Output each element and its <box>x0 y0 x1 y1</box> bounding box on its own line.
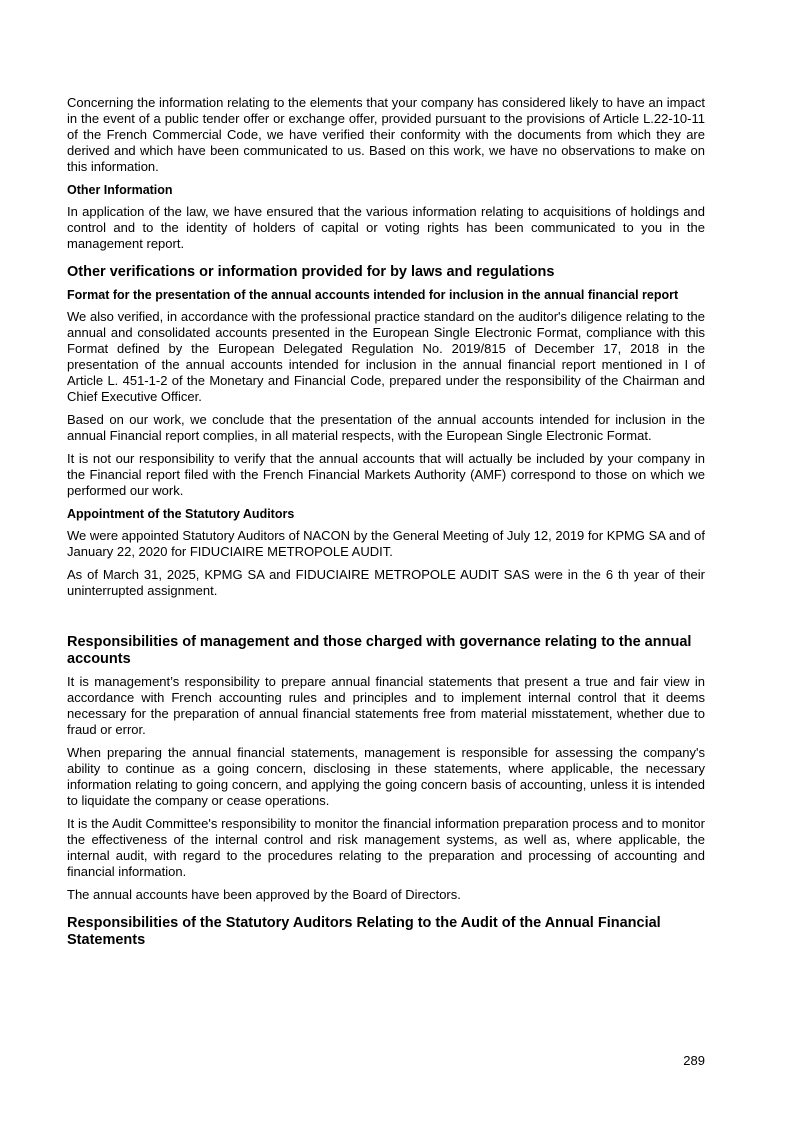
heading-other-information: Other Information <box>67 183 173 197</box>
paragraph-going-concern: When preparing the annual financial statements, management is responsible for assessing the company's ability to continue as a going concern, disclosing in these statements, where applicable, the necessary information relating to going concern, and applying the going concern basis of accounting, unless it is intended to liquidate the company or cease operations. <box>67 745 705 808</box>
paragraph-holdings-control: In application of the law, we have ensured that the various information relating to acquisitions of holdings and control and to the identity of holders of capital or voting rights has been communicated to you in the management report. <box>67 204 705 251</box>
paragraph-esef-conclusion: Based on our work, we conclude that the presentation of the annual accounts intended for inclusion in the annual Financial report complies, in all material respects, with the European Single Electronic Format. <box>67 412 705 443</box>
page-number: 289 <box>683 1053 705 1068</box>
heading-management-responsibilities: Responsibilities of management and those charged with governance relating to the annual accounts <box>67 634 692 667</box>
paragraph-appointment-dates: We were appointed Statutory Auditors of NACON by the General Meeting of July 12, 2019 for KPMG SA and of January 22, 2020 for FIDUCIAIRE METROPOLE AUDIT. <box>67 528 705 559</box>
paragraph-board-approval: The annual accounts have been approved by the Board of Directors. <box>67 887 461 902</box>
paragraph-assignment-year: As of March 31, 2025, KPMG SA and FIDUCIAIRE METROPOLE AUDIT SAS were in the 6 th year of their uninterrupted assignment. <box>67 567 705 598</box>
document-body <box>67 95 705 955</box>
paragraph-management-true-fair: It is management’s responsibility to prepare annual financial statements that present a true and fair view in accordance with French accounting rules and principles and to implement internal control that it deems necessary for the preparation of annual financial statements free from material misstatement, whether due to fraud or error. <box>67 674 705 737</box>
paragraph-audit-committee: It is the Audit Committee's responsibility to monitor the financial information preparation process and to monitor the effectiveness of the internal control and risk management systems, as well as, where applicable, the internal audit, with regard to the procedures relating to the preparation and processing of accounting and financial information. <box>67 816 705 879</box>
paragraph-esef-verification: We also verified, in accordance with the professional practice standard on the auditor's diligence relating to the annual and consolidated accounts presented in the European Single Electronic Format, compliance with this Format defined by the European Delegated Regulation No. 2019/815 of December 17, 2018 in the presentation of the annual accounts intended for inclusion in the annual financial report mentioned in I of Article L. 451-1-2 of the Monetary and Financial Code, prepared under the responsibility of the Chairman and Chief Executive Officer. <box>67 309 705 404</box>
heading-other-verifications: Other verifications or information provided for by laws and regulations <box>67 264 555 280</box>
paragraph-takeover-info: Concerning the information relating to the elements that your company has considered likely to have an impact in the event of a public tender offer or exchange offer, provided pursuant to the provisions of Article L.22-10-11 of the French Commercial Code, we have verified their conformity with the documents from which they are derived and which have been communicated to us. Based on this work, we have no observations to make on this information. <box>67 95 705 174</box>
heading-appointment-auditors: Appointment of the Statutory Auditors <box>67 507 295 521</box>
paragraph-amf-responsibility: It is not our responsibility to verify that the annual accounts that will actually be included by your company in the Financial report filed with the French Financial Markets Authority (AMF) correspond to those on which we performed our work. <box>67 451 705 498</box>
heading-auditor-responsibilities: Responsibilities of the Statutory Auditors Relating to the Audit of the Annual Financial Statements <box>67 915 661 948</box>
heading-format-presentation: Format for the presentation of the annual accounts intended for inclusion in the annual financial report <box>67 288 679 302</box>
